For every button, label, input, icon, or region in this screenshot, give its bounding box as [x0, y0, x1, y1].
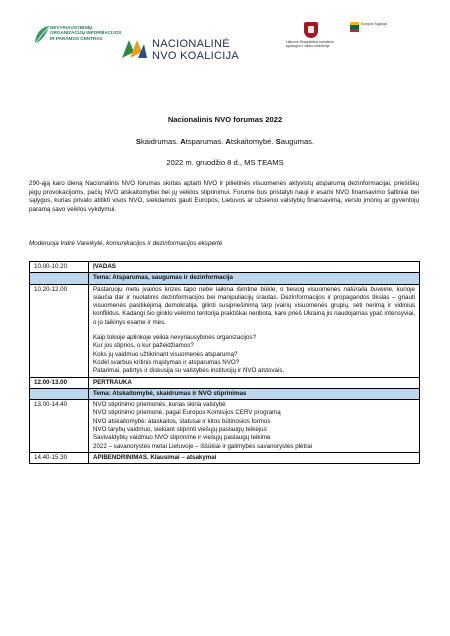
session-questions: [93, 334, 415, 375]
agenda-theme: Tema: Atskaitomybė, skaidrumas ir NVO stiprinimas: [89, 388, 420, 399]
agenda-item: [89, 284, 420, 377]
agenda-time: 13.00-14.40: [30, 400, 89, 453]
nvo-logo-line2: NVO KOALICIJA: [152, 50, 240, 62]
intro-paragraph: 290-ąją karo dieną Nacionalinis NVO forumas skirtas aptarti NVO ir pilietinės visuomenės aktyvistų atsparumą dezinformacijai, priešiškų jėgų provokacijoms, pačių NVO atskaitomybei bei jų veiklos stiprinimui. Forume bus pristatyti nauji ir esami NVO finansavimo šaltiniai bei sąlygos, kurias privalo atitikti visos NVO, siekdamos gauti Europos, Lietuvos ar užsienio valstybių finansavimą, verslo įmonių ar gyventojų paramą savo veiklos vykdymui.: [29, 180, 419, 214]
question: Kodėl svarbus kritinis mąstymas ir atsparumas NVO?: [93, 358, 240, 366]
agenda-row: [30, 262, 420, 273]
agenda-row: [30, 284, 420, 377]
nisc-logo: [33, 22, 122, 64]
agenda-theme: Tema: Atsparumas, saugumas ir dezinformacija: [89, 273, 420, 284]
question: Patarimai, patirtys ir diskusija su valstybės institucijų ir NVO atstovais.: [93, 367, 285, 375]
agenda-time: 10.20-12.00: [30, 284, 89, 377]
list-item: NVO stiprinimo priemonės, kurias skiria valstybė: [93, 401, 226, 409]
agenda-item: APIBENDRINIMAS. Klausimai – atsakymai: [89, 452, 420, 463]
ministry-logo-text: Lietuvos Respublikos socialinės apsaugos ir darbo ministerija: [286, 40, 334, 48]
document-subtitle: [0, 137, 450, 146]
event-date: 2022 m. gruodžio 8 d., MS TEAMS: [166, 158, 284, 167]
subtitle-text: Skaidrumas. Atsparumas. Atskaitomybė. Saugumas.: [135, 137, 315, 146]
nisc-logo-text: NEVYRIAUSYBINIŲ ORGANIZACIJŲ INFORMACIJOS IR PARAMOS CENTRAS: [50, 25, 122, 41]
agenda-row: [30, 400, 420, 453]
lt-flag-icon: [350, 22, 359, 32]
question: Kur jos stiprios, o kur pažeidžiamos?: [93, 342, 194, 350]
leaf-icon: [33, 24, 51, 46]
agenda-time: 10.00-10.20: [30, 262, 89, 273]
question: Koks jų vaidmuo užtikrinant visuomenės atsparumą?: [93, 350, 238, 358]
agenda-time: 14.40-15.30: [30, 452, 89, 463]
moderator-line: Moderuoja Indrė Vareikytė, komunikacijos ir dezinformacijos ekspertė: [29, 240, 223, 247]
document-title: Nacionalinis NVO forumas 2022: [167, 115, 283, 124]
agenda-theme-row: [30, 273, 420, 284]
coat-of-arms-icon: [304, 22, 318, 38]
agenda-item: ĮVADAS: [89, 262, 420, 273]
agenda-table: [29, 261, 420, 464]
list-item: NVO tarybų vaidmuo, siekiant stiprinti viešųjų paslaugų teikėjus: [93, 426, 267, 434]
logo-bar: [0, 0, 450, 90]
list-item: Savivaldybių vaidmuo NVO stiprinime ir viešųjų paslaugų teikime: [93, 434, 271, 442]
agenda-row: [30, 452, 420, 463]
session-description: Pastaruoju metu įvairios krizės tapo nebe laikina išimtine būkle, o tiesiog visuomenės natūralia buveine, kurioje siaučia dar ir nuolatinis dezinformacijos bei manipuliacijų srautas. Dezinformacijos ir propagandos tikslas – griauti visuomenės pasitikėjimą demokratija, gilinti susipriešinimą tarp įvairių visuomenės grupių, sėti nerimą ir vidinius konfliktus. Kadangi šio ginklo veikimo teritorija praktiškai neribota, kare prieš Ukrainą jis naudojamas ypač intensyviai, o jo taikinys esame ir mes.: [93, 285, 415, 326]
nvo-logo-line1: NACIONALINĖ: [152, 38, 230, 50]
question: Kaip tokioje aplinkoje veikia nevyriausybinės organizacijos?: [93, 334, 257, 342]
eu-logo-text: Europos Sąjunga: [361, 22, 388, 26]
ministry-logo: [284, 22, 340, 62]
agenda-item: [89, 400, 420, 453]
agenda-item: PERTRAUKA: [89, 377, 420, 388]
list-item: 2022 – savanorystės metai Lietuvoje – iššūkiai ir galimybės savanorystės plėtrai: [93, 442, 313, 450]
nvo-mark-icon: [120, 36, 148, 62]
nvo-koalicija-logo: [120, 36, 240, 72]
eu-logo: [350, 22, 398, 58]
list-item: NVO stiprinimo priemonė, pagal Europos Komisijos CERV programą: [93, 409, 281, 417]
agenda-row: [30, 377, 420, 388]
agenda-time: 12.00-13.00: [30, 377, 89, 388]
list-item: NVO atskaitomybė: ataskaitos, statusai ir kitos būtinosios formos: [93, 417, 271, 425]
agenda-theme-row: [30, 388, 420, 399]
